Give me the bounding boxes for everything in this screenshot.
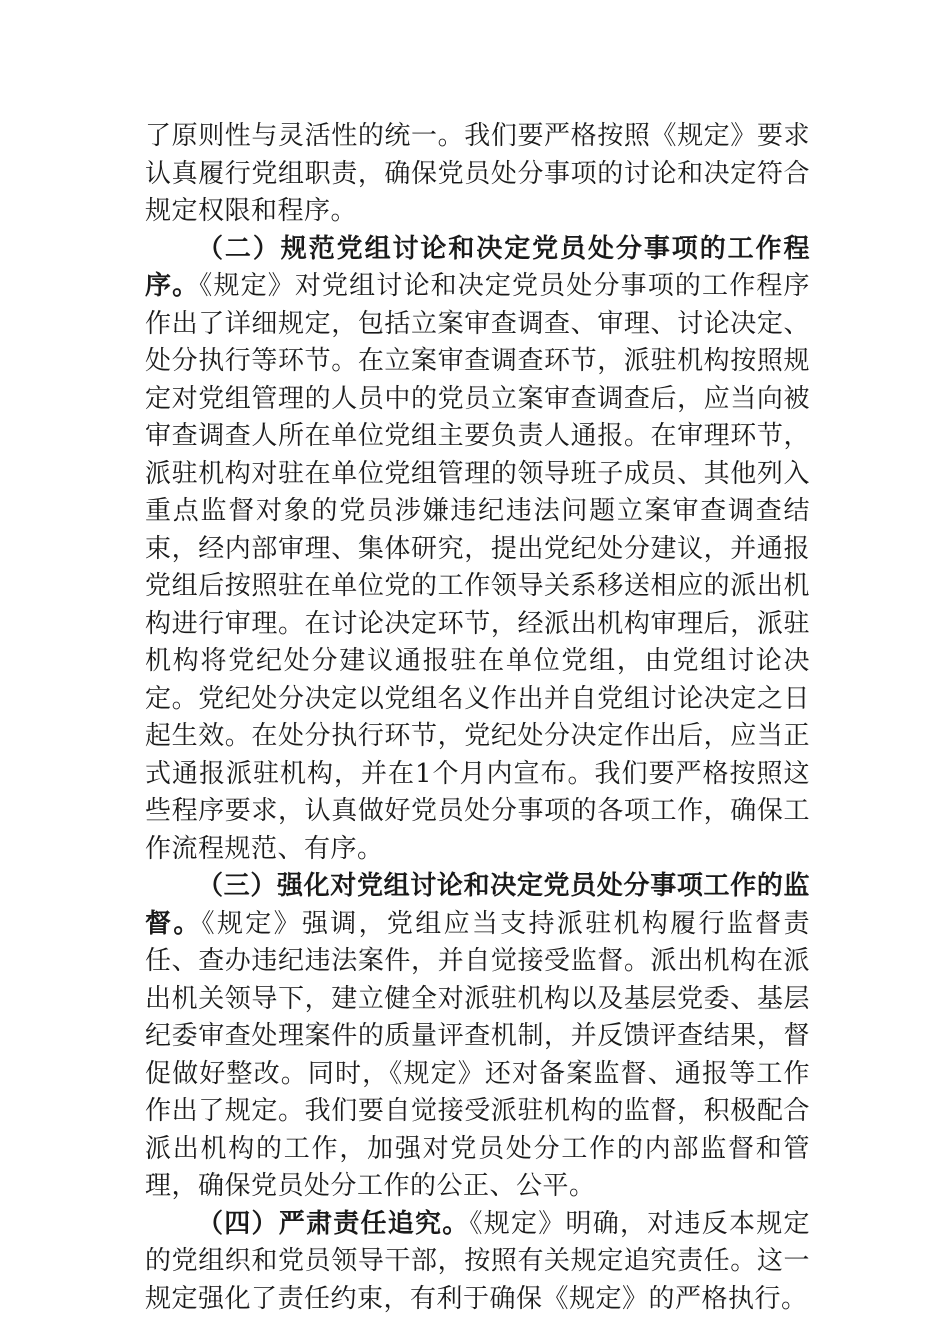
document-body [145, 118, 810, 1318]
paragraph-text: 《规定》对党组讨论和决定党员处分事项的工作程序作出了详细规定，包括立案审查调查、审理、讨论决定、处分执行等环节。在立案审查调查环节，派驻机构按照规定对党组管理的人员中的党员立案审查调查后，应当向被审查调查人所在单位党组主要负责人通报。在审理环节，派驻机构对驻在单位党组管理的领导班子成员、其他列入重点监督对象的党员涉嫌违纪违法问题立案审查调查结束，经内部审理、集体研究，提出党纪处分建议，并通报党组后按照驻在单位党的工作领导关系移送相应的派出机构进行审理。在讨论决定环节，经派出机构审理后，派驻机构将党纪处分建议通报驻在单位党组，由党组讨论决定。党纪处分决定以党组名义作出并自党组讨论决定之日起生效。在处分执行环节，党纪处分决定作出后，应当正式通报派驻机构，并在1个月内宣布。我们要严格按照这些程序要求，认真做好党员处分事项的各项工作，确保工作流程规范、有序。 [145, 271, 810, 864]
paragraph-section-2 [145, 231, 810, 869]
paragraph-continuation [145, 118, 810, 231]
paragraph-section-3 [145, 868, 810, 1206]
section-heading: （四）严肃责任追究。 [197, 1208, 470, 1239]
paragraph-text: 《规定》强调，党组应当支持派驻机构履行监督责任、查办违纪违法案件，并自觉接受监督。派出机构在派出机关领导下，建立健全对派驻机构以及基层党委、基层纪委审查处理案件的质量评查机制，并反馈评查结果，督促做好整改。同时，《规定》还对备案监督、通报等工作作出了规定。我们要自觉接受派驻机构的监督，积极配合派出机构的工作，加强对党员处分工作的内部监督和管理，确保党员处分工作的公正、公平。 [145, 908, 810, 1201]
section-heading: （二）规范党组讨论和决定党员处分事项的工作程序。 [145, 233, 810, 301]
paragraph-text: 《规定》明确，对违反本规定的党组织和党员领导干部，按照有关规定追究责任。这一规定强化了责任约束，有利于确保《规定》的严格执行。 [145, 1208, 810, 1314]
section-heading: （三）强化对党组讨论和决定党员处分事项工作的监督。 [145, 871, 810, 939]
paragraph-text: 了原则性与灵活性的统一。我们要严格按照《规定》要求认真履行党组职责，确保党员处分事项的讨论和决定符合规定权限和程序。 [145, 121, 810, 226]
paragraph-section-4 [145, 1206, 810, 1319]
